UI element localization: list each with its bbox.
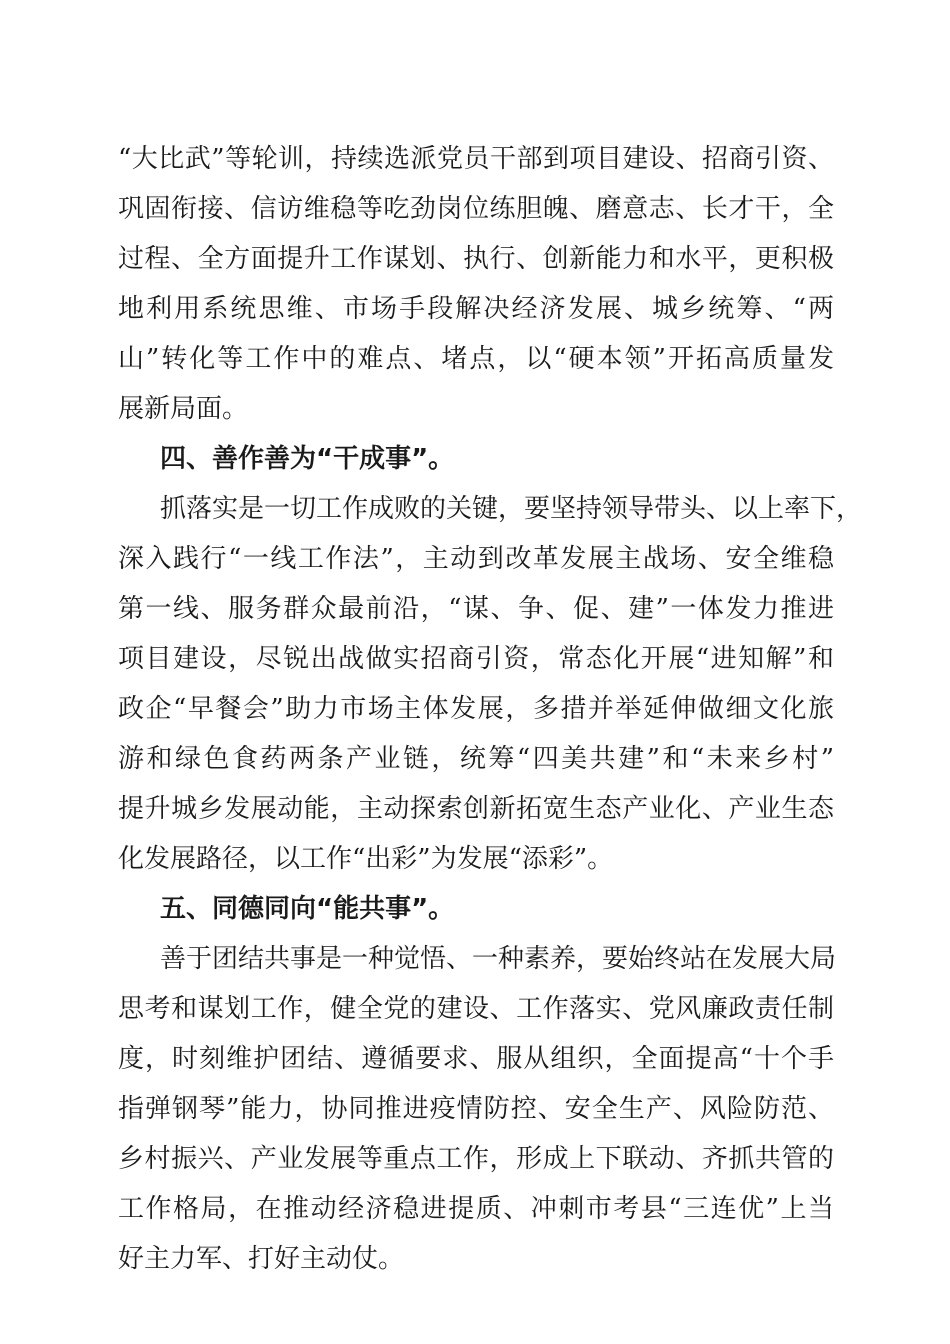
text-line: 好主力军、打好主动仗。 bbox=[118, 1244, 405, 1274]
text-line: 第一线、服务群众最前沿，“谋、争、促、建”一体发力推进 bbox=[118, 594, 834, 624]
text-line: 深入践行“一线工作法”，主动到改革发展主战场、安全维稳 bbox=[118, 544, 834, 574]
document-body bbox=[118, 134, 863, 1284]
text-line: 项目建设，尽锐出战做实招商引资，常态化开展“进知解”和 bbox=[118, 644, 834, 674]
text-line: 乡村振兴、产业发展等重点工作，形成上下联动、齐抓共管的 bbox=[118, 1144, 834, 1174]
paragraph-unity bbox=[118, 934, 837, 1284]
text-line: 思考和谋划工作，健全党的建设、工作落实、党风廉政责任制 bbox=[118, 994, 834, 1024]
text-line: 山”转化等工作中的难点、堵点，以“硬本领”开拓高质量发 bbox=[118, 344, 834, 374]
text-line: 巩固衔接、信访维稳等吃劲岗位练胆魄、磨意志、长才干，全 bbox=[118, 194, 834, 224]
paragraph-implementation bbox=[118, 484, 863, 884]
text-line: 游和绿色食药两条产业链，统筹“四美共建”和“未来乡村” bbox=[118, 744, 834, 774]
text-line: 展新局面。 bbox=[118, 394, 249, 424]
text-line: “大比武”等轮训，持续选派党员干部到项目建设、招商引资、 bbox=[118, 144, 834, 174]
text-line: 善于团结共事是一种觉悟、一种素养，要始终站在发展大局 bbox=[160, 944, 837, 974]
text-line: 地利用系统思维、市场手段解决经济发展、城乡统筹、“两 bbox=[118, 294, 834, 324]
text-line: 指弹钢琴”能力，协同推进疫情防控、安全生产、风险防范、 bbox=[118, 1094, 834, 1124]
paragraph-capabilities bbox=[118, 134, 834, 434]
section-heading-five: 五、同德同向“能共事”。 bbox=[160, 894, 455, 924]
text-line: 抓落实是一切工作成败的关键，要坚持领导带头、以上率下， bbox=[160, 494, 863, 524]
text-line: 提升城乡发展动能，主动探索创新拓宽生态产业化、产业生态 bbox=[118, 794, 834, 824]
section-heading-four: 四、善作善为“干成事”。 bbox=[160, 444, 455, 474]
text-line: 政企“早餐会”助力市场主体发展，多措并举延伸做细文化旅 bbox=[118, 694, 834, 724]
text-line: 过程、全方面提升工作谋划、执行、创新能力和水平，更积极 bbox=[118, 244, 834, 274]
text-line: 化发展路径，以工作“出彩”为发展“添彩”。 bbox=[118, 844, 614, 874]
text-line: 工作格局，在推动经济稳进提质、冲刺市考县“三连优”上当 bbox=[118, 1194, 834, 1224]
text-line: 度，时刻维护团结、遵循要求、服从组织，全面提高“十个手 bbox=[118, 1044, 834, 1074]
